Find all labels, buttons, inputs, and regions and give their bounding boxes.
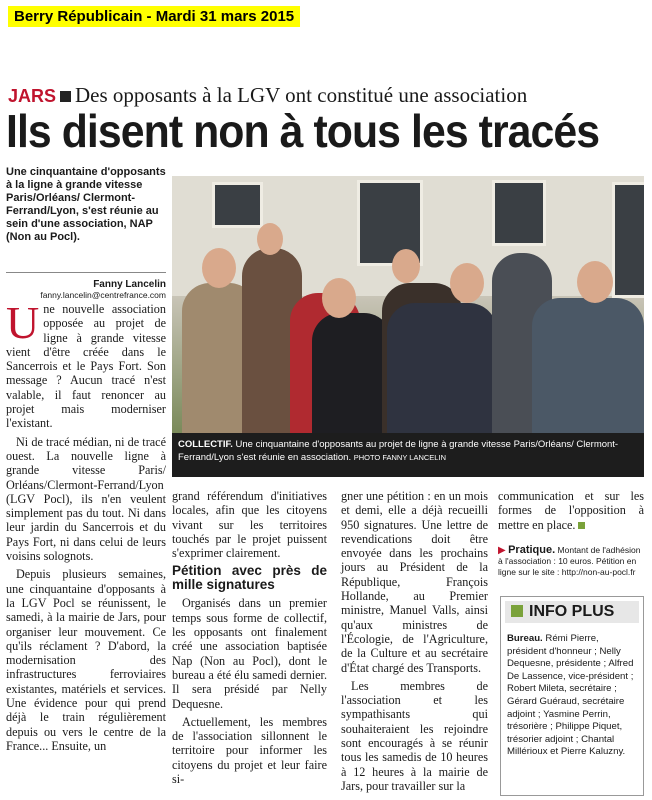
caption-label: COLLECTIF. [178, 439, 233, 450]
info-plus-box [500, 596, 644, 796]
paragraph: Actuellement, les membres de l'association sillonnent le territoire pour informer les citoyens du projet et leur faire si- [172, 714, 327, 787]
kicker-place: JARS [8, 86, 57, 106]
author-email: fanny.lancelin@centrefrance.com [40, 290, 166, 300]
paragraph: ne nouvelle association opposée au projet de ligne à grande vitesse vient d'être créée dans le Sancerrois et le Pays Fort. Son message ? Aucun tracé n'est valable, il faut renoncer au projet mais moderniser l'existant. [6, 302, 166, 431]
bureau-members: Rémi Pierre, président d'honneur ; Nelly Dequesne, présidente ; Alfred De Lassence, vice-président ; Robert Mileta, secrétaire ; Gérard Guéraud, secrétaire adjoint ; Yasmine Perrin, trésorière ; Philippe Piquet, trésorier adjoint ; Chantal Millérioux et Pierre Kaluzny. [507, 633, 634, 758]
green-square-icon [511, 605, 523, 617]
end-square-icon [578, 522, 585, 529]
paragraph: communication et sur les formes de l'opposition à mettre en place. [498, 489, 644, 532]
caption-text: Une cinquantaine d'opposants au projet de ligne à grande vitesse Paris/Orléans/ Clermont-Ferrand/Lyon s'est réunie en association. [178, 439, 619, 463]
drop-cap: U [6, 297, 40, 348]
kicker-text: Des opposants à la LGV ont constitué une association [75, 83, 528, 107]
article-lead: Une cinquantaine d'opposants à la ligne à grande vitesse Paris/Orléans/ Clermont-Ferrand/Lyon, s'est réunie au sein d'une association, NAP (Non au Pocl). [6, 166, 166, 243]
info-plus-title: INFO PLUS [529, 603, 615, 620]
photo-caption [172, 433, 644, 477]
square-bullet-icon [60, 91, 71, 102]
triangle-bullet-icon: ▶ [498, 545, 506, 556]
article-column-3 [341, 489, 488, 797]
article-headline: Ils disent non à tous les tracés [6, 105, 600, 157]
paragraph: grand référendum d'initiatives locales, afin que les citoyens vivant sur les territoires touchés par le projet puissent s'exprimer clairement. [172, 489, 327, 561]
paragraph: Organisés dans un premier temps sous forme de collectif, les opposants ont finalement créé une association baptisée Nap (Non au Pocl), dont le bureau a été élu samedi dernier. Il sera présidé par Nelly Dequesne. [172, 596, 327, 711]
newspaper-date-banner: Berry Républicain - Mardi 31 mars 2015 [8, 6, 300, 27]
paragraph: gner une pétition : en un mois et demi, elle a déjà recueilli 950 signatures. Une lettre de revendications doit être envoyée dans les prochains jours au Président de la République, François Hollande, au Premier ministre, Manuel Valls, ainsi qu'aux ministres de l'Écologie, de l'Agriculture, de la Culture et au secrétaire d'État chargé des Transports. [341, 489, 488, 675]
info-plus-header [505, 601, 639, 623]
paragraph: Depuis plusieurs semaines, une cinquantaine d'opposants à la LGV Pocl se réunissent, le samedi, à la mairie de Jars, pour organiser leur mouvement. Ce qu'ils réclament ? D'abord, la modernisation des infrastructures ferroviaires existantes, matériels et services. Une évidence pour qui prend déjà le train régulièrement depuis ou vers le centre de la France... Ensuite, un [6, 567, 166, 753]
photo-credit: PHOTO FANNY LANCELIN [353, 453, 446, 462]
article-column-2 [172, 489, 327, 790]
author-name: Fanny Lancelin [93, 279, 166, 290]
info-plus-text [507, 633, 639, 759]
practical-info [498, 545, 644, 578]
lead-divider [6, 272, 166, 273]
practical-label: Pratique. [508, 544, 556, 556]
section-subhead: Pétition avec près de mille signatures [172, 563, 327, 593]
group-photo [172, 176, 644, 433]
bureau-label: Bureau. [507, 633, 543, 644]
article-column-1 [6, 297, 166, 757]
practical-text: Montant de l'adhésion à l'association : 10 euros. Pétition en ligne sur le site : http://non-au-pocl.fr [498, 545, 641, 577]
paragraph: Ni de tracé médian, ni de tracé ouest. La nouvelle ligne à grande vitesse Paris/ Orléans/Clermont-Ferrand/Lyon (LGV Pocl), ils n'en veulent simplement pas du tout. Ni dans leur jardin du Sancerrois et du Pays Fort, ni dans celui de leurs voisins solognots. [6, 434, 166, 564]
paragraph: Les membres de l'association et les sympathisants qui souhaiteraient les rejoindre sont encouragés à se réunir tous les samedis de 10 heures à 12 heures à la mairie de Jars, pour travailler sur la [341, 678, 488, 793]
article-column-4 [498, 489, 644, 532]
